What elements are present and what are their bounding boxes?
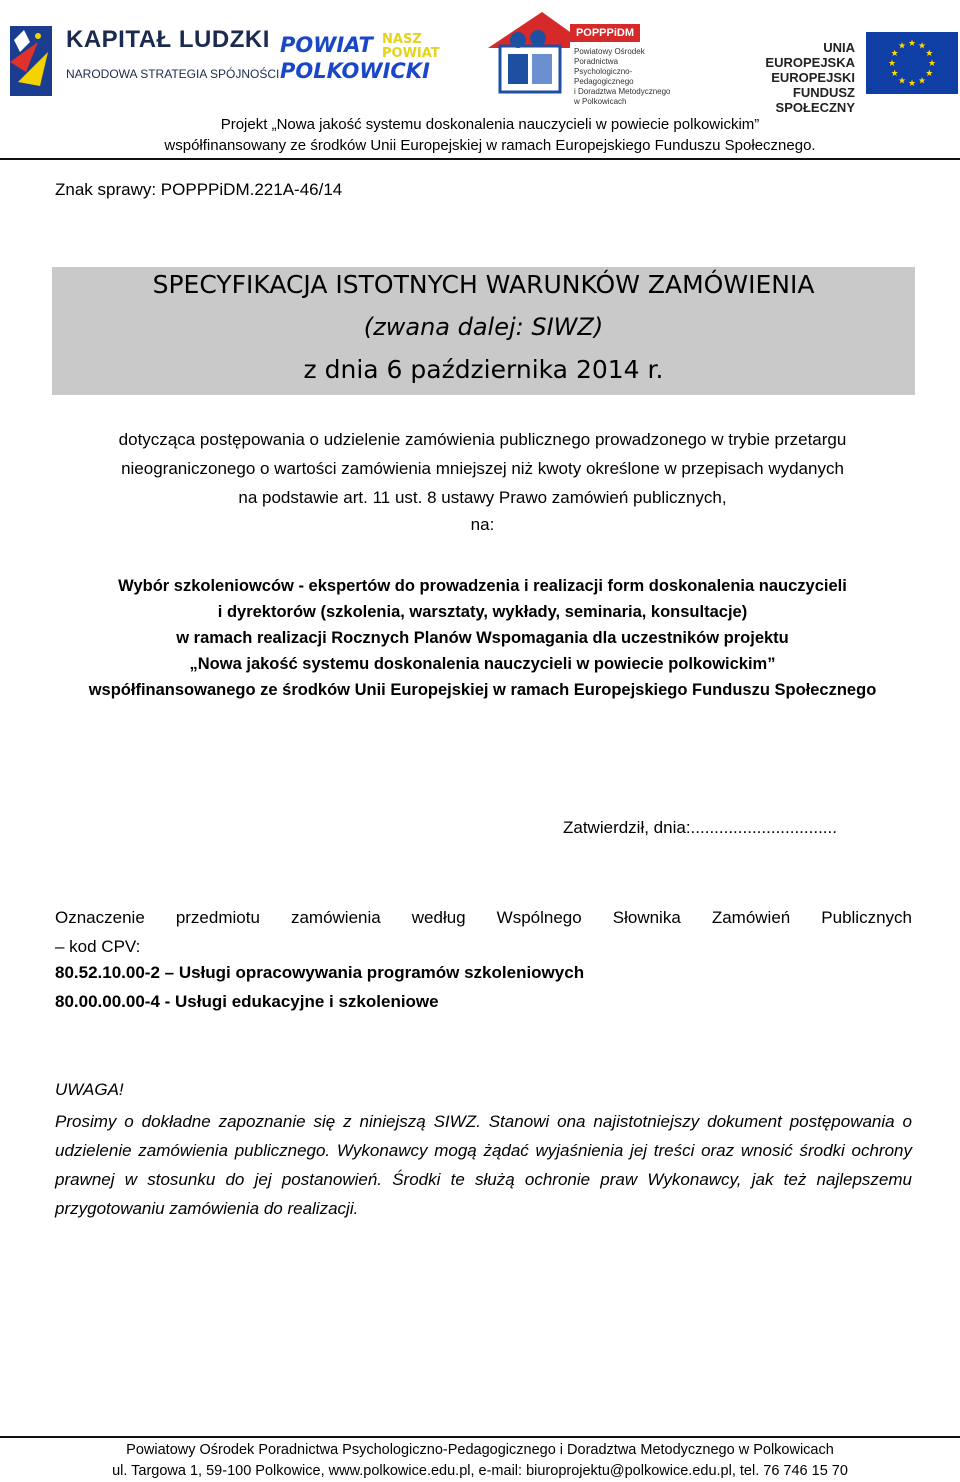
eu-text-line1: UNIA EUROPEJSKA (765, 40, 855, 70)
warning-heading: UWAGA! (55, 1080, 124, 1099)
order-subject (40, 573, 925, 703)
eu-star-icon: ★ (897, 75, 907, 86)
eu-text-line3: FUNDUSZ SPOŁECZNY (775, 85, 855, 115)
kapital-ludzki-title: KAPITAŁ LUDZKI (66, 26, 270, 53)
intro-line: na podstawie art. 11 ust. 8 ustawy Prawo zamówień publicznych, (238, 488, 727, 507)
powiat-logo-line2: POLKOWICKI (280, 59, 430, 83)
eu-star-icon: ★ (890, 68, 899, 78)
eu-star-icon: ★ (887, 58, 897, 68)
cpv-intro-line1: Oznaczenie przedmiotu zamówienia według Wspólnego Słownika Zamówień Publicznych (55, 908, 912, 927)
poppp-house-icon (482, 8, 572, 94)
poppp-text-line3: i Doradztwa Metodycznego (574, 87, 671, 96)
approval-line: Zatwierdził, dnia:............................... (563, 818, 837, 837)
footer-address-line1: Powiatowy Ośrodek Poradnictwa Psychologiczno-Pedagogicznego i Doradztwa Metodycznego w Polkowicach (126, 1442, 834, 1458)
subject-line: w ramach realizacji Rocznych Planów Wspomagania dla uczestników projektu (176, 629, 789, 647)
footer-divider (0, 1436, 960, 1438)
intro-line: dotycząca postępowania o udzielenie zamówienia publicznego prowadzonego w trybie przetargu (118, 430, 847, 449)
project-title: Projekt „Nowa jakość systemu doskonalenia nauczycieli w powiecie polkowickim” (220, 116, 760, 133)
eu-star-icon: ★ (897, 40, 907, 51)
eu-star-icon: ★ (925, 68, 934, 78)
na-label: na: (470, 515, 495, 534)
eu-star-icon: ★ (907, 78, 917, 88)
eu-star-icon: ★ (907, 38, 917, 48)
cpv-code-1: 80.52.10.00-2 – Usługi opracowywania programów szkoleniowych (55, 963, 585, 982)
document-date: z dnia 6 października 2014 r. (303, 355, 664, 384)
kapital-ludzki-emblem-icon (8, 22, 58, 100)
document-subtitle: (zwana dalej: SIWZ) (363, 313, 604, 341)
eu-flag-icon (866, 32, 958, 94)
header-divider (0, 158, 960, 160)
intro-paragraph (55, 425, 910, 512)
project-cofinancing: współfinansowany ze środków Unii Europejskiej w ramach Europejskiego Funduszu Społecznego. (164, 137, 816, 154)
project-header (150, 114, 830, 156)
kapital-ludzki-subtitle: NARODOWA STRATEGIA SPÓJNOŚCI (66, 67, 280, 81)
powiat-logo-line1: POWIAT (280, 33, 373, 57)
eu-star-icon: ★ (890, 48, 899, 58)
subject-line: współfinansowanego ze środków Unii Europejskiej w ramach Europejskiego Funduszu Społecznego (88, 681, 877, 699)
eu-star-icon: ★ (927, 58, 937, 68)
subject-line: „Nowa jakość systemu doskonalenia nauczycieli w powiecie polkowickim” (189, 655, 776, 673)
cpv-code-2: 80.00.00.00-4 - Usługi edukacyjne i szkoleniowe (55, 992, 439, 1011)
intro-line: nieograniczonego o wartości zamówienia mniejszej niż kwoty określone w przepisach wydanych (121, 459, 844, 478)
cpv-intro (55, 903, 912, 961)
case-reference: Znak sprawy: POPPPiDM.221A-46/14 (55, 180, 343, 199)
eu-star-icon: ★ (925, 48, 934, 58)
subject-line: i dyrektorów (szkolenia, warsztaty, wykłady, seminaria, konsultacje) (217, 603, 748, 621)
document-title: SPECYFIKACJA ISTOTNYCH WARUNKÓW ZAMÓWIENIA (152, 270, 815, 299)
cpv-intro-line2: – kod CPV: (55, 937, 141, 956)
nasz-logo-line1: NASZ (382, 32, 422, 47)
poppp-text-line2: Psychologiczno-Pedagogicznego (574, 67, 634, 86)
poppp-text-line1: Powiatowy Ośrodek Poradnictwa (574, 47, 645, 66)
warning-note: Prosimy o dokładne zapoznanie się z niniejszą SIWZ. Stanowi ona najistotniejszy dokument postępowania o udzielenie zamówienia publicznego. Wykonawcy mogą żądać wyjaśnienia jej treści oraz wnosić środki ochrony prawnej w stosunku do jej postanowień. Środki te służą ochronie praw Wykonawcy, jak też najlepszemu przygotowaniu zamówienia do realizacji. (55, 1112, 912, 1218)
eu-text-line2: EUROPEJSKI (771, 70, 855, 85)
footer-address-line2: ul. Targowa 1, 59-100 Polkowice, www.polkowice.edu.pl, e-mail: biuroprojektu@polkowice.edu.pl, tel. 76 746 15 70 (112, 1463, 848, 1479)
eu-logo-text (735, 40, 855, 115)
eu-star-icon: ★ (917, 75, 927, 86)
nasz-powiat-logo (382, 33, 440, 61)
subject-line: Wybór szkoleniowców - ekspertów do prowadzenia i realizacji form doskonalenia nauczycieli (118, 577, 847, 595)
poppp-logo-text (574, 47, 684, 107)
nasz-logo-line2: POWIAT (382, 46, 440, 61)
poppp-text-line4: w Polkowicach (574, 97, 627, 106)
eu-star-icon: ★ (917, 40, 927, 51)
poppp-badge: POPPPiDM (570, 24, 640, 42)
